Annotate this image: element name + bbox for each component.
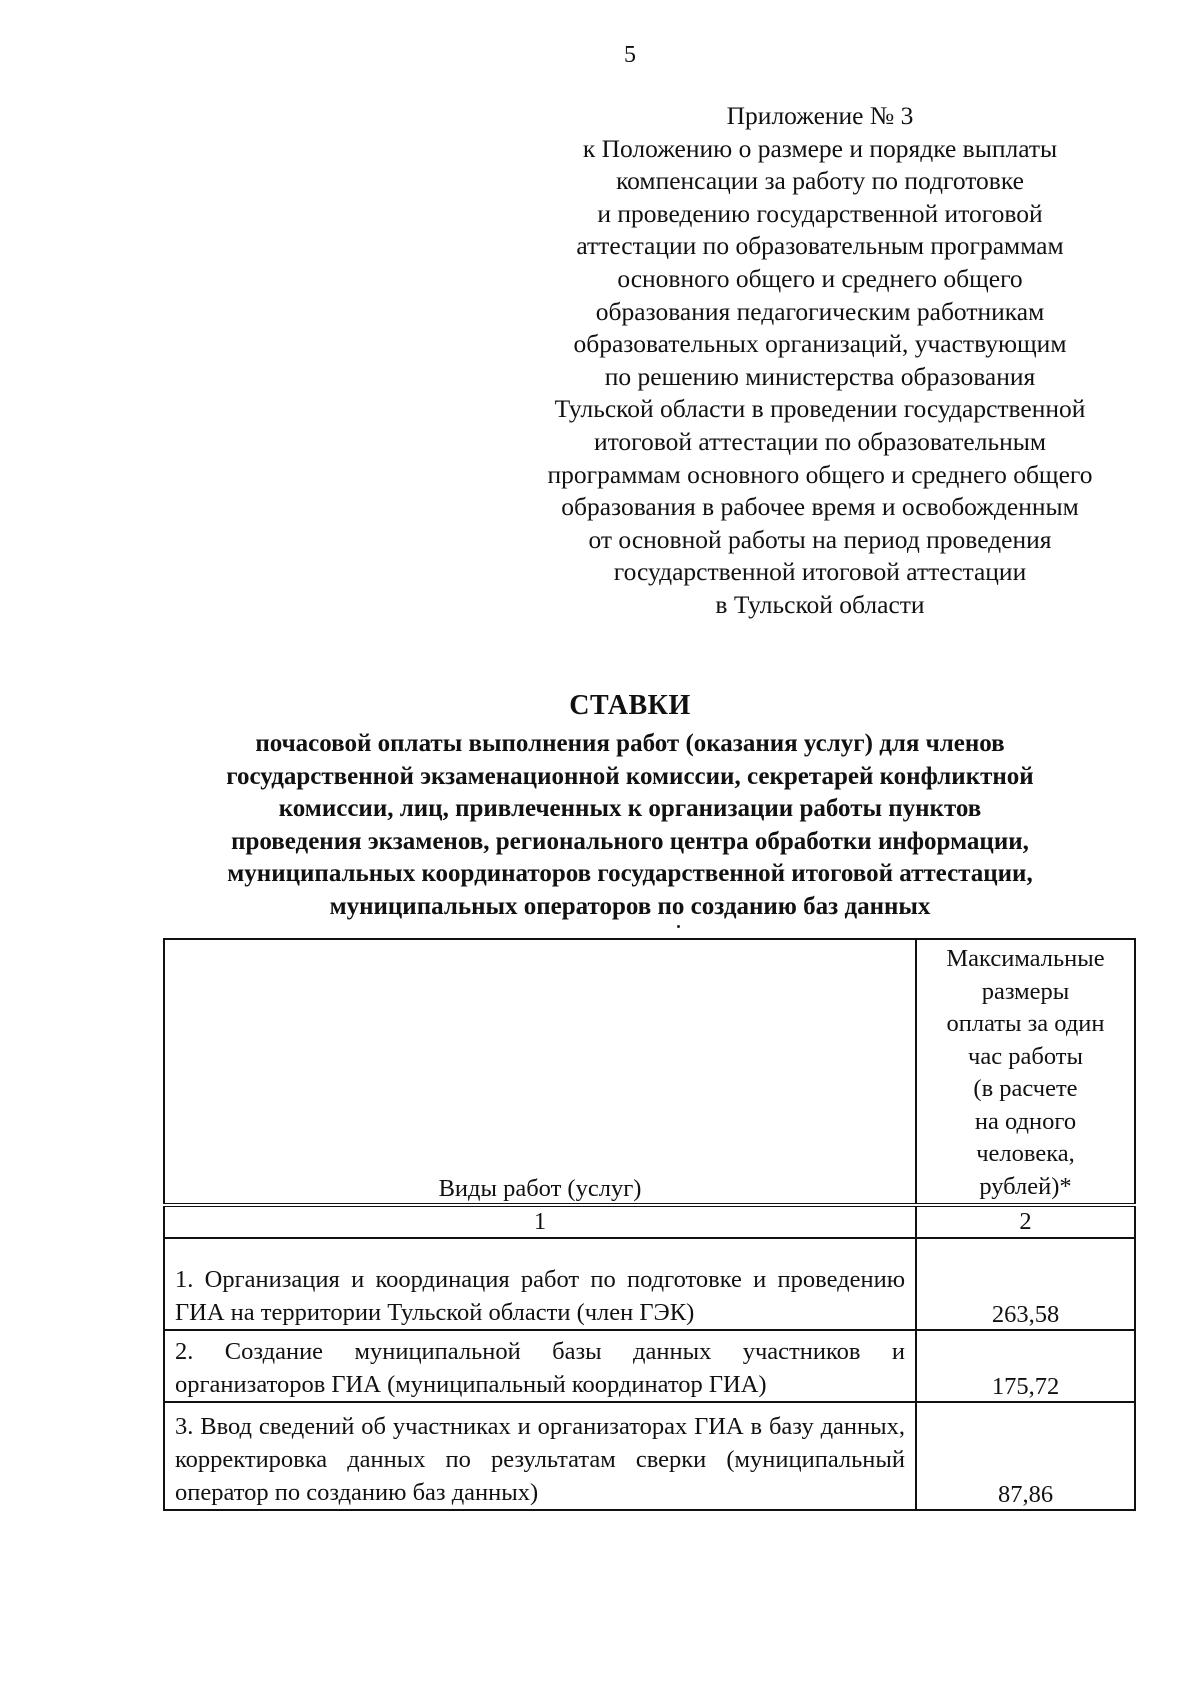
header-rate-line: на одного [974, 1107, 1077, 1135]
column-number: 1 [164, 1205, 916, 1238]
table-header-row [164, 939, 1135, 1205]
header-rate-line: человека, [976, 1140, 1075, 1167]
appendix-line: государственной итоговой аттестации [613, 557, 1027, 587]
header-rate-line: Максимальные [946, 945, 1105, 972]
subtitle-line: муниципальных координаторов государственной итоговой аттестации, [227, 860, 1033, 888]
header-rate-line: оплаты за один [946, 1010, 1105, 1037]
document-title: СТАВКИ [569, 690, 691, 721]
appendix-line: итоговой аттестации по образовательным [593, 426, 1047, 456]
page-number: 5 [624, 42, 636, 68]
appendix-line: в Тульской области [715, 589, 925, 619]
appendix-line: по решению министерства образования [604, 361, 1036, 391]
work-description: 2. Создание муниципальной базы данных участников и организаторов ГИА (муниципальный координатор ГИА) [164, 1330, 916, 1402]
appendix-heading [520, 100, 1120, 622]
header-max-rate [916, 939, 1135, 1205]
column-number: 2 [916, 1205, 1135, 1238]
rates-table [163, 938, 1136, 1511]
appendix-line: от основной работы на период проведения [588, 524, 1052, 554]
appendix-line: Тульской области в проведении государственной [554, 394, 1086, 424]
appendix-line: образования педагогическим работникам [595, 296, 1045, 326]
header-rate-line: час работы [968, 1042, 1083, 1070]
header-rate-line: (в расчете [973, 1075, 1078, 1102]
header-rate-line: рублей)* [979, 1172, 1072, 1200]
appendix-line: компенсации за работу по подготовке [616, 166, 1024, 196]
table-row [164, 1330, 1135, 1402]
appendix-line: основного общего и среднего общего [617, 263, 1023, 293]
document-subtitle [150, 728, 1110, 924]
appendix-line: аттестации по образовательным программам [576, 231, 1064, 261]
column-number-row [164, 1205, 1135, 1238]
appendix-line: Приложение № 3 [726, 101, 914, 130]
table-row [164, 1402, 1135, 1510]
appendix-line: образования в рабочее время и освобожденным [561, 492, 1079, 522]
subtitle-line: муниципальных операторов по созданию баз данных [329, 892, 931, 920]
appendix-line: программам основного общего и среднего общего [547, 459, 1093, 489]
header-rate-line: размеры [981, 977, 1070, 1005]
subtitle-line: комиссии, лиц, привлеченных к организации работы пунктов [278, 795, 982, 823]
scan-speck [677, 925, 680, 928]
subtitle-line: государственной экзаменационной комиссии, секретарей конфликтной [226, 762, 1034, 790]
rate-value: 175,72 [916, 1330, 1135, 1402]
header-work-types: Виды работ (услуг) [164, 939, 916, 1205]
work-description: 3. Ввод сведений об участниках и организаторах ГИА в базу данных, корректировка данных по результатам сверки (муниципальный оператор по созданию баз данных) [164, 1402, 916, 1510]
rate-value: 263,58 [916, 1238, 1135, 1330]
work-description: 1. Организация и координация работ по подготовке и проведению ГИА на территории Тульской области (член ГЭК) [164, 1238, 916, 1330]
rate-value: 87,86 [916, 1402, 1135, 1510]
appendix-line: и проведению государственной итоговой [597, 198, 1043, 228]
subtitle-line: почасовой оплаты выполнения работ (оказания услуг) для членов [255, 730, 1005, 757]
subtitle-line: проведения экзаменов, регионального центра обработки информации, [231, 827, 1029, 855]
appendix-line: образовательных организаций, участвующим [573, 329, 1067, 359]
appendix-line: к Положению о размере и порядке выплаты [582, 133, 1058, 163]
table-row [164, 1238, 1135, 1330]
